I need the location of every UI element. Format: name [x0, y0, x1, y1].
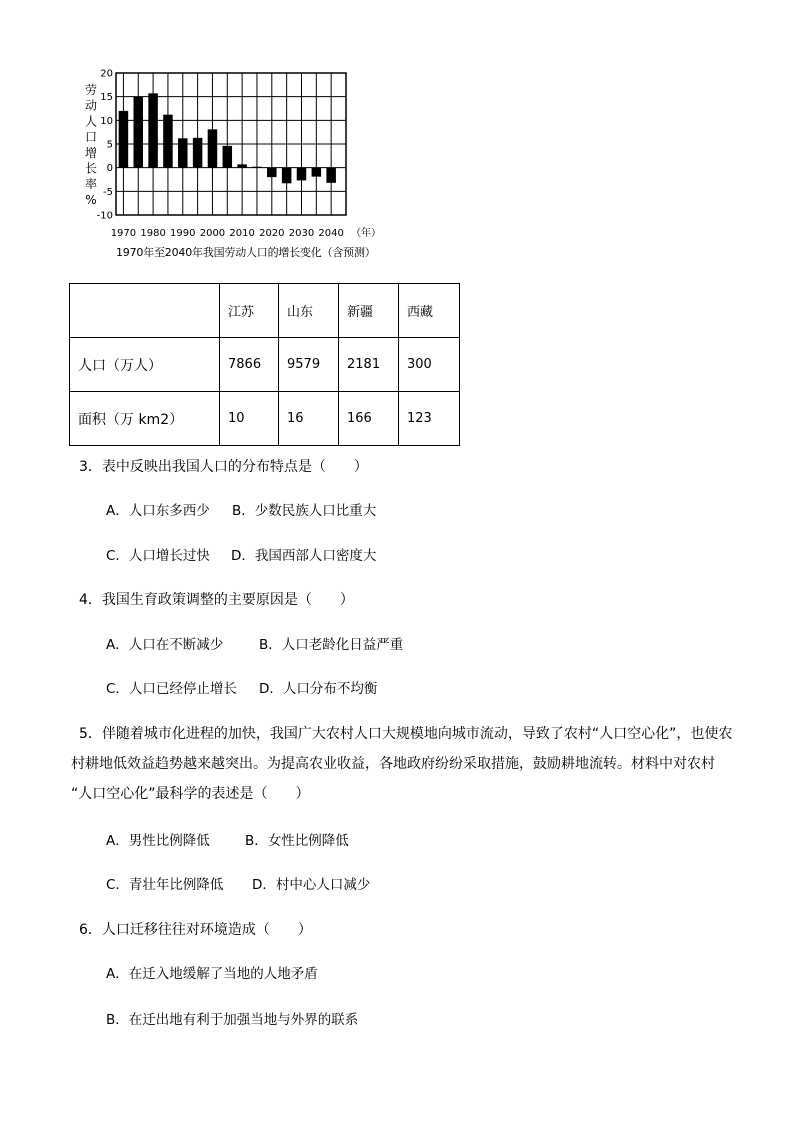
question-4-stem: 4．我国生育政策调整的主要原因是（ ） — [79, 592, 354, 608]
y-axis-label-char: 增 — [84, 145, 98, 160]
y-tick-label: 5 — [106, 139, 113, 151]
y-axis-label-char: 率 — [84, 177, 98, 192]
question-5-option-c: C．青壮年比例降低 — [106, 877, 224, 893]
x-axis-unit-label: （年） — [351, 228, 381, 239]
x-tick-labels — [111, 228, 344, 239]
bar — [119, 111, 129, 168]
table-cell: 2181 — [339, 338, 399, 392]
bar — [134, 97, 144, 168]
question-4-option-d: D．人口分布不均衡 — [259, 681, 378, 697]
y-tick-label: 20 — [100, 68, 113, 80]
labor-growth-chart — [0, 0, 794, 240]
y-tick-label: -10 — [96, 210, 113, 222]
question-6-stem: 6．人口迁移往往对环境造成（ ） — [79, 922, 312, 938]
question-5-stem-line: 5．伴随着城市化进程的加快，我国广大农村人口大规模地向城市流动，导致了农村“人口空心化”，也使农 — [79, 726, 733, 742]
question-6-option-b: B．在迁出地有利于加强当地与外界的联系 — [106, 1012, 359, 1028]
question-5-stem — [71, 719, 741, 809]
bar — [252, 167, 262, 168]
y-axis-label-char: 人 — [84, 114, 98, 129]
table-row — [70, 392, 460, 446]
bar — [163, 115, 173, 168]
bar — [223, 146, 233, 168]
x-tick-label: 2030 — [288, 228, 315, 239]
y-tick-label: 0 — [106, 163, 113, 175]
y-tick-label: 10 — [100, 115, 113, 127]
question-5-option-a: A．男性比例降低 — [106, 833, 210, 849]
question-4-option-a: A．人口在不断减少 — [106, 637, 224, 653]
question-4-option-c: C．人口已经停止增长 — [106, 681, 237, 697]
bar — [312, 168, 322, 177]
x-tick-label: 2040 — [318, 228, 344, 239]
y-axis-label-char: % — [85, 192, 97, 207]
x-tick-label: 1970 — [110, 228, 137, 239]
table-header-row — [70, 284, 460, 338]
table-cell: 7866 — [220, 338, 279, 392]
y-tick-labels — [97, 69, 113, 222]
chart-caption: 1970年至2040年我国劳动人口的增长变化（含预测） — [116, 246, 376, 259]
table-cell: 9579 — [279, 338, 339, 392]
bar — [148, 93, 158, 167]
bar — [193, 138, 203, 168]
bar — [297, 168, 307, 181]
y-axis-label — [85, 82, 97, 207]
question-3-option-a: A．人口东多西少 — [106, 503, 210, 519]
table-cell: 123 — [399, 392, 460, 446]
y-axis-label-char: 长 — [84, 161, 98, 176]
question-5-option-d: D．村中心人口减少 — [252, 877, 371, 893]
question-6-option-a: A．在迁入地缓解了当地的人地矛盾 — [106, 966, 318, 982]
bar — [208, 129, 218, 167]
question-3-option-d: D．我国西部人口密度大 — [231, 548, 377, 564]
table-cell: 10 — [220, 392, 279, 446]
y-axis-label-char: 劳 — [84, 83, 98, 97]
table-header-xizang: 西藏 — [399, 284, 460, 338]
x-tick-label: 2000 — [199, 228, 226, 239]
table-header-xinjiang: 新疆 — [339, 284, 399, 338]
bar — [326, 168, 336, 183]
table-cell: 300 — [399, 338, 460, 392]
table-header-shandong: 山东 — [279, 284, 339, 338]
table-header-jiangsu: 江苏 — [220, 284, 279, 338]
table-header-empty — [70, 284, 220, 338]
bar — [178, 138, 188, 167]
bar — [237, 164, 247, 167]
question-3-option-c: C．人口增长过快 — [106, 548, 210, 564]
bar — [267, 168, 277, 177]
y-tick-label: -5 — [103, 186, 113, 198]
table-row-label: 人口（万人） — [70, 338, 220, 392]
x-tick-label: 1980 — [140, 228, 166, 239]
question-5-option-b: B．女性比例降低 — [245, 833, 349, 849]
x-tick-label: 1990 — [170, 228, 196, 239]
table-cell: 166 — [339, 392, 399, 446]
y-tick-label: 15 — [100, 92, 113, 104]
question-3-option-b: B．少数民族人口比重大 — [232, 503, 377, 519]
bar — [282, 168, 292, 184]
y-axis-label-char: 口 — [84, 130, 98, 145]
question-5-stem-line: “人口空心化”最科学的表述是（ ） — [71, 786, 310, 802]
question-5-stem-line: 村耕地低效益趋势越来越突出。为提高农业收益，各地政府纷纷采取措施，鼓励耕地流转。材料中对农村 — [71, 756, 715, 772]
x-tick-label: 2020 — [259, 228, 285, 239]
y-axis-label-char: 动 — [84, 98, 98, 113]
table-cell: 16 — [279, 392, 339, 446]
question-3-stem: 3．表中反映出我国人口的分布特点是（ ） — [79, 459, 368, 475]
question-4-option-b: B．人口老龄化日益严重 — [259, 637, 404, 653]
table-row — [70, 338, 460, 392]
population-table — [69, 283, 460, 446]
table-row-label: 面积（万 km2） — [70, 392, 220, 446]
x-tick-label: 2010 — [229, 228, 255, 239]
